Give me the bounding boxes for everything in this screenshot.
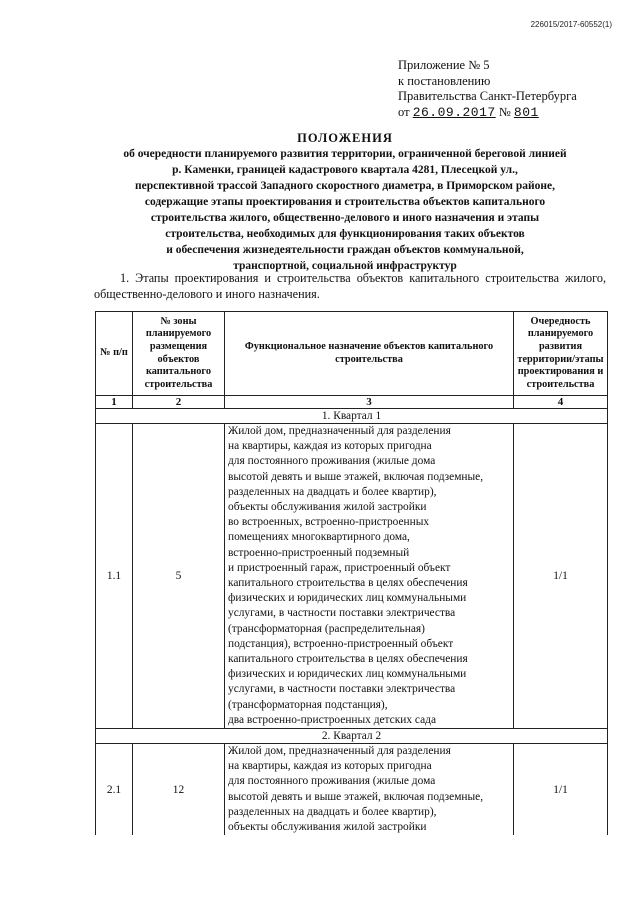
function-line: для постоянного проживания (жилые дома <box>228 455 436 468</box>
function-line: физических и юридических лиц коммунальными <box>228 592 467 605</box>
function-line: физических и юридических лиц коммунальными <box>228 668 467 681</box>
header-order: Очередность планируемого развития территории/этапы проектирования и строительства <box>514 312 608 396</box>
document-registration-number: 226015/2017-60552(1) <box>530 20 612 29</box>
function-line: во встроенных, встроенно-пристроенных <box>228 516 430 529</box>
title-line: р. Каменки, границей кадастрового квартала 4281, Плесецкой ул., <box>172 164 518 176</box>
column-number-4: 4 <box>514 396 608 409</box>
function-line: объекты обслуживания жилой застройки <box>228 821 427 834</box>
title-main: ПОЛОЖЕНИЯ <box>297 131 393 145</box>
document-title <box>90 130 600 274</box>
header-num: № п/п <box>96 312 133 396</box>
function-line: капитального строительства в целях обеспечения <box>228 577 468 590</box>
row-zone: 12 <box>133 744 225 836</box>
section-intro-text: 1. Этапы проектирования и строительства объектов капитального строительства жилого, общественно-делового и иного назначения. <box>94 271 606 301</box>
function-line: (трансформаторная подстанция), <box>228 698 388 711</box>
title-line: перспективной трассой Западного скоростного диаметра, в Приморском районе, <box>135 180 555 192</box>
function-line: объекты обслуживания жилой застройки <box>228 501 427 514</box>
function-line: подстанция), встроенно-пристроенный объект <box>228 637 454 650</box>
function-line: помещениях многоквартирного дома, <box>228 531 410 544</box>
function-line: Жилой дом, предназначенный для разделения <box>228 425 451 437</box>
column-number-1: 1 <box>96 396 133 409</box>
function-line: для постоянного проживания (жилые дома <box>228 775 436 788</box>
row-order: 1/1 <box>514 744 608 836</box>
function-line: Жилой дом, предназначенный для разделения <box>228 745 451 758</box>
function-line: (трансформаторная (распределительная) <box>228 622 425 635</box>
function-line: два встроенно-пристроенных детских сада <box>228 713 437 726</box>
number-prefix: № <box>498 104 511 119</box>
title-line: и обеспечения жизнедеятельности граждан объектов коммунальной, <box>166 244 524 256</box>
row-function <box>225 424 514 729</box>
header-function: Функциональное назначение объектов капитального строительства <box>225 312 514 396</box>
appendix-date-row <box>398 105 613 121</box>
row-function <box>225 744 514 836</box>
column-number-3: 3 <box>225 396 514 409</box>
stages-table <box>95 311 608 835</box>
function-line: встроенно-пристроенный подземный <box>228 546 410 559</box>
decree-number: 801 <box>513 104 539 120</box>
decree-date: 26.09.2017 <box>412 104 496 120</box>
row-zone: 5 <box>133 424 225 729</box>
function-line: на квартиры, каждая из которых пригодна <box>228 760 432 773</box>
title-subtitle <box>90 146 600 274</box>
function-line: услугами, в частности поставки электричества <box>228 683 456 696</box>
title-line: транспортной, социальной инфраструктур <box>233 260 457 272</box>
function-line: высотой девять и выше этажей, включая подземные, <box>228 790 484 803</box>
row-num: 1.1 <box>96 424 133 729</box>
column-number-2: 2 <box>133 396 225 409</box>
title-line: строительства, необходимых для функционирования таких объектов <box>165 228 525 240</box>
block-label-quarter-1: 1. Квартал 1 <box>96 409 608 424</box>
function-line: капитального строительства в целях обеспечения <box>228 653 468 666</box>
row-num: 2.1 <box>96 744 133 836</box>
table-row <box>96 424 608 729</box>
table-row <box>96 744 608 836</box>
appendix-line-1: Приложение № 5 <box>398 58 490 72</box>
function-line: высотой девять и выше этажей, включая подземные, <box>228 470 484 483</box>
function-line: услугами, в частности поставки электричества <box>228 607 456 620</box>
appendix-line-2: к постановлению <box>398 73 491 88</box>
appendix-header <box>398 58 613 120</box>
title-line: строительства жилого, общественно-делового и иного назначения и этапы <box>150 212 540 224</box>
function-line: разделенных на двадцать и более квартир), <box>228 805 437 818</box>
date-prefix: от <box>398 104 410 119</box>
appendix-line-3: Правительства Санкт-Петербурга <box>398 89 577 103</box>
header-zone: № зоны планируемого размещения объектов капитального строительства <box>133 312 225 396</box>
function-line: и пристроенный гараж, пристроенный объект <box>228 561 451 574</box>
row-order: 1/1 <box>514 424 608 729</box>
function-line: на квартиры, каждая из которых пригодна <box>228 440 432 453</box>
function-line: разделенных на двадцать и более квартир), <box>228 485 437 498</box>
title-line: содержащие этапы проектирования и строительства объектов капитального <box>144 196 546 208</box>
section-intro <box>94 270 606 302</box>
block-label-quarter-2: 2. Квартал 2 <box>96 729 608 744</box>
title-line: об очередности планируемого развития территории, ограниченной береговой линией <box>123 148 567 160</box>
